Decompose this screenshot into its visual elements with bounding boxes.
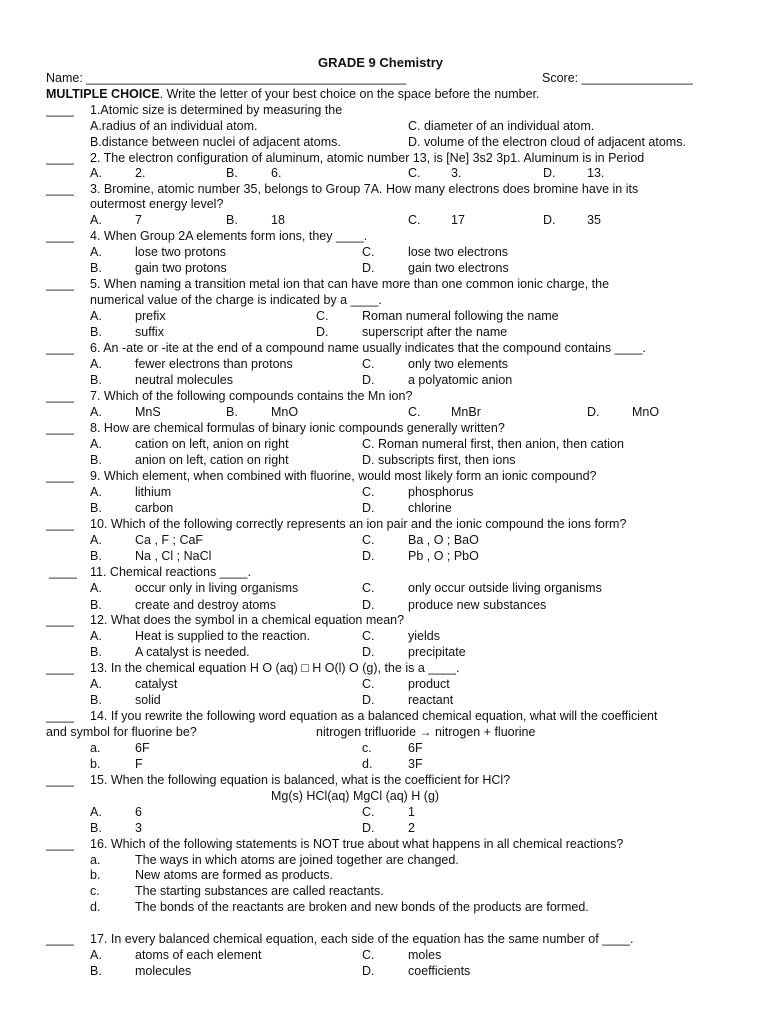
instructions xyxy=(46,87,540,102)
q8-choice-d: D. subscripts first, then ions xyxy=(362,453,516,467)
q8-choice-a: cation on left, anion on right xyxy=(135,437,289,451)
q2-letter-d: D. xyxy=(543,166,556,180)
q14-eq-left: nitrogen trifluoride xyxy=(316,725,417,739)
q16-letter-a: a. xyxy=(90,853,101,867)
q14-stem: 14. If you rewrite the following word equation as a balanced chemical equation, what will the coefficient xyxy=(90,709,658,723)
q3-choice-d: 35 xyxy=(587,213,601,227)
q6-choice-b: neutral molecules xyxy=(135,373,233,387)
q9-choice-c: phosphorus xyxy=(408,485,474,499)
q8-letter-a: A. xyxy=(90,437,102,451)
q13-letter-b: B. xyxy=(90,693,102,707)
answer-blank-4[interactable]: ____ xyxy=(46,229,74,243)
answer-blank-2[interactable]: ____ xyxy=(46,151,74,165)
q7-choice-a: MnS xyxy=(135,405,161,419)
q3-choice-b: 18 xyxy=(271,213,285,227)
q10-letter-b: B. xyxy=(90,549,102,563)
q13-letter-a: A. xyxy=(90,677,102,691)
q3-letter-a: A. xyxy=(90,213,102,227)
q12-stem: 12. What does the symbol in a chemical equation mean? xyxy=(90,613,405,627)
answer-blank-8[interactable]: ____ xyxy=(46,421,74,435)
page-title: GRADE 9 Chemistry xyxy=(318,55,443,70)
q14-letter-d: d. xyxy=(362,757,373,771)
q2-letter-a: A. xyxy=(90,166,102,180)
q17-choice-c: moles xyxy=(408,948,442,962)
q11-letter-d: D. xyxy=(362,598,375,612)
q15-choice-c: 1 xyxy=(408,805,415,819)
q11-letter-c: C. xyxy=(362,581,375,595)
q5-choice-c: Roman numeral following the name xyxy=(362,309,559,323)
q4-choice-b: gain two protons xyxy=(135,261,227,275)
q10-choice-a: Ca , F ; CaF xyxy=(135,533,204,547)
q8-choice-b: anion on left, cation on right xyxy=(135,453,289,467)
q6-stem: 6. An -ate or -ite at the end of a compound name usually indicates that the compound contains ____. xyxy=(90,341,646,355)
q11-letter-a: A. xyxy=(90,581,102,595)
q9-letter-d: D. xyxy=(362,501,375,515)
q6-letter-a: A. xyxy=(90,357,102,371)
q15-stem: 15. When the following equation is balanced, what is the coefficient for HCl? xyxy=(90,773,511,787)
q6-choice-d: a polyatomic anion xyxy=(408,373,513,387)
q12-letter-d: D. xyxy=(362,645,375,659)
q17-letter-a: A. xyxy=(90,948,102,962)
q5-choice-b: suffix xyxy=(135,325,164,339)
q5-letter-b: B. xyxy=(90,325,102,339)
q15-choice-d: 2 xyxy=(408,821,415,835)
q6-letter-d: D. xyxy=(362,373,375,387)
q15-choice-a: 6 xyxy=(135,805,142,819)
q2-stem: 2. The electron configuration of aluminum, atomic number 13, is [Ne] 3s2 3p1. Aluminum is in Period xyxy=(90,151,645,165)
score-field[interactable]: Score: ________________ xyxy=(542,71,693,85)
q7-choice-d: MnO xyxy=(632,405,660,419)
q1-choice-d: D. volume of the electron cloud of adjacent atoms. xyxy=(408,135,686,149)
q4-letter-b: B. xyxy=(90,261,102,275)
q7-stem: 7. Which of the following compounds contains the Mn ion? xyxy=(90,389,413,403)
q5-stem: 5. When naming a transition metal ion that can have more than one common ionic charge, the xyxy=(90,277,610,291)
q15-letter-d: D. xyxy=(362,821,375,835)
q14-eq-right: nitrogen + fluorine xyxy=(435,725,536,739)
q2-choice-c: 3. xyxy=(451,166,462,180)
q4-letter-a: A. xyxy=(90,245,102,259)
q12-letter-b: B. xyxy=(90,645,102,659)
q16-choice-d: The bonds of the reactants are broken and new bonds of the products are formed. xyxy=(135,900,589,914)
q17-letter-d: D. xyxy=(362,964,375,978)
answer-blank-7[interactable]: ____ xyxy=(46,389,74,403)
q3-stem: 3. Bromine, atomic number 35, belongs to Group 7A. How many electrons does bromine have in its xyxy=(90,182,639,196)
q16-letter-c: c. xyxy=(90,884,100,898)
q4-choice-d: gain two electrons xyxy=(408,261,509,275)
q7-choice-c: MnBr xyxy=(451,405,481,419)
answer-blank-17[interactable]: ____ xyxy=(46,932,74,946)
q2-choice-a: 2. xyxy=(135,166,146,180)
q11-choice-a: occur only in living organisms xyxy=(135,581,299,595)
q13-stem: 13. In the chemical equation H O (aq) □ H O(l) O (g), the is a ____. xyxy=(90,661,460,675)
q8-stem: 8. How are chemical formulas of binary ionic compounds generally written? xyxy=(90,421,505,435)
answer-blank-11[interactable]: ____ xyxy=(49,565,77,579)
q7-letter-d: D. xyxy=(587,405,600,419)
q14-equation xyxy=(316,725,535,740)
q3-choice-a: 7 xyxy=(135,213,142,227)
q11-choice-d: produce new substances xyxy=(408,598,547,612)
q14-letter-a: a. xyxy=(90,741,101,755)
q9-stem: 9. Which element, when combined with fluorine, would most likely form an ionic compound? xyxy=(90,469,597,483)
q3-choice-c: 17 xyxy=(451,213,465,227)
q12-choice-c: yields xyxy=(408,629,440,643)
answer-blank-13[interactable]: ____ xyxy=(46,661,74,675)
q17-choice-d: coefficients xyxy=(408,964,471,978)
q2-choice-d: 13. xyxy=(587,166,605,180)
q2-choice-b: 6. xyxy=(271,166,282,180)
q9-choice-d: chlorine xyxy=(408,501,452,515)
q9-letter-b: B. xyxy=(90,501,102,515)
q16-choice-a: The ways in which atoms are joined together are changed. xyxy=(135,853,459,867)
q5-letter-c: C. xyxy=(316,309,329,323)
q5-stem-cont: numerical value of the charge is indicated by a ____. xyxy=(90,293,382,307)
answer-blank-10[interactable]: ____ xyxy=(46,517,74,531)
q5-letter-d: D. xyxy=(316,325,329,339)
q16-choice-b: New atoms are formed as products. xyxy=(135,868,333,882)
q9-choice-b: carbon xyxy=(135,501,174,515)
q12-choice-d: precipitate xyxy=(408,645,466,659)
q13-choice-d: reactant xyxy=(408,693,454,707)
q4-choice-a: lose two protons xyxy=(135,245,227,259)
q15-choice-b: 3 xyxy=(135,821,142,835)
q15-letter-a: A. xyxy=(90,805,102,819)
q10-choice-c: Ba , O ; BaO xyxy=(408,533,479,547)
q1-choice-c: C. diameter of an individual atom. xyxy=(408,119,595,133)
q16-letter-d: d. xyxy=(90,900,101,914)
q11-stem: 11. Chemical reactions ____. xyxy=(90,565,251,579)
q2-letter-b: B. xyxy=(226,166,238,180)
q7-letter-c: C. xyxy=(408,405,421,419)
q17-letter-b: B. xyxy=(90,964,102,978)
q14-stem-cont: and symbol for fluorine be? xyxy=(46,725,197,739)
q10-choice-d: Pb , O ; PbO xyxy=(408,549,479,563)
q1-choice-b: B.distance between nuclei of adjacent atoms. xyxy=(90,135,341,149)
q12-letter-a: A. xyxy=(90,629,102,643)
q5-choice-d: superscript after the name xyxy=(362,325,508,339)
q12-letter-c: C. xyxy=(362,629,375,643)
q6-choice-c: only two elements xyxy=(408,357,509,371)
q6-choice-a: fewer electrons than protons xyxy=(135,357,293,371)
instructions-text: . Write the letter of your best choice on the space before the number. xyxy=(159,87,540,101)
q13-letter-d: D. xyxy=(362,693,375,707)
q14-letter-b: b. xyxy=(90,757,101,771)
answer-blank-3[interactable]: ____ xyxy=(46,182,74,196)
q11-choice-b: create and destroy atoms xyxy=(135,598,277,612)
q7-letter-a: A. xyxy=(90,405,102,419)
q17-stem: 17. In every balanced chemical equation, each side of the equation has the same number of ____. xyxy=(90,932,634,946)
q6-letter-b: B. xyxy=(90,373,102,387)
q4-letter-c: C. xyxy=(362,245,375,259)
q15-letter-c: C. xyxy=(362,805,375,819)
q1-choice-a: A.radius of an individual atom. xyxy=(90,119,258,133)
q8-letter-b: B. xyxy=(90,453,102,467)
q16-choice-c: The starting substances are called reactants. xyxy=(135,884,384,898)
q3-letter-d: D. xyxy=(543,213,556,227)
q14-choice-a: 6F xyxy=(135,741,150,755)
q12-choice-b: A catalyst is needed. xyxy=(135,645,250,659)
answer-blank-12[interactable]: ____ xyxy=(46,613,74,627)
q13-choice-a: catalyst xyxy=(135,677,178,691)
answer-blank-5[interactable]: ____ xyxy=(46,277,74,291)
q13-choice-c: product xyxy=(408,677,450,691)
q12-choice-a: Heat is supplied to the reaction. xyxy=(135,629,311,643)
q4-letter-d: D. xyxy=(362,261,375,275)
yields-arrow-icon: → xyxy=(419,725,432,739)
answer-blank-6[interactable]: ____ xyxy=(46,341,74,355)
q6-letter-c: C. xyxy=(362,357,375,371)
answer-blank-15[interactable]: ____ xyxy=(46,773,74,787)
q2-letter-c: C. xyxy=(408,166,421,180)
q14-letter-c: c. xyxy=(362,741,372,755)
q16-letter-b: b. xyxy=(90,868,101,882)
q10-letter-d: D. xyxy=(362,549,375,563)
q3-letter-b: B. xyxy=(226,213,238,227)
q11-choice-c: only occur outside living organisms xyxy=(408,581,602,595)
q14-choice-c: 6F xyxy=(408,741,423,755)
answer-blank-14[interactable]: ____ xyxy=(46,709,74,723)
q7-letter-b: B. xyxy=(226,405,238,419)
q9-choice-a: lithium xyxy=(135,485,172,499)
q8-choice-c: C. Roman numeral first, then anion, then cation xyxy=(362,437,624,451)
q1-stem: 1.Atomic size is determined by measuring the xyxy=(90,103,343,117)
q5-choice-a: prefix xyxy=(135,309,166,323)
q3-letter-c: C. xyxy=(408,213,421,227)
q10-choice-b: Na , Cl ; NaCl xyxy=(135,549,212,563)
q11-letter-b: B. xyxy=(90,598,102,612)
q5-letter-a: A. xyxy=(90,309,102,323)
answer-blank-16[interactable]: ____ xyxy=(46,837,74,851)
q3-stem-cont: outermost energy level? xyxy=(90,197,224,211)
q15-equation: Mg(s) HCl(aq) MgCl (aq) H (g) xyxy=(271,789,440,803)
answer-blank-1[interactable]: ____ xyxy=(46,103,74,117)
q10-letter-a: A. xyxy=(90,533,102,547)
q16-stem: 16. Which of the following statements is NOT true about what happens in all chemical reactions? xyxy=(90,837,624,851)
q13-choice-b: solid xyxy=(135,693,161,707)
answer-blank-9[interactable]: ____ xyxy=(46,469,74,483)
q10-letter-c: C. xyxy=(362,533,375,547)
q14-choice-d: 3F xyxy=(408,757,423,771)
q4-stem: 4. When Group 2A elements form ions, they ____. xyxy=(90,229,368,243)
q4-choice-c: lose two electrons xyxy=(408,245,509,259)
name-field[interactable]: Name: ______________________________________________ xyxy=(46,71,407,85)
q10-stem: 10. Which of the following correctly represents an ion pair and the ionic compound the ions form? xyxy=(90,517,627,531)
q15-letter-b: B. xyxy=(90,821,102,835)
q17-letter-c: C. xyxy=(362,948,375,962)
q17-choice-b: molecules xyxy=(135,964,192,978)
q14-choice-b: F xyxy=(135,757,143,771)
q9-letter-a: A. xyxy=(90,485,102,499)
q9-letter-c: C. xyxy=(362,485,375,499)
q17-choice-a: atoms of each element xyxy=(135,948,262,962)
section-label: MULTIPLE CHOICE xyxy=(46,87,160,101)
q13-letter-c: C. xyxy=(362,677,375,691)
q7-choice-b: MnO xyxy=(271,405,299,419)
